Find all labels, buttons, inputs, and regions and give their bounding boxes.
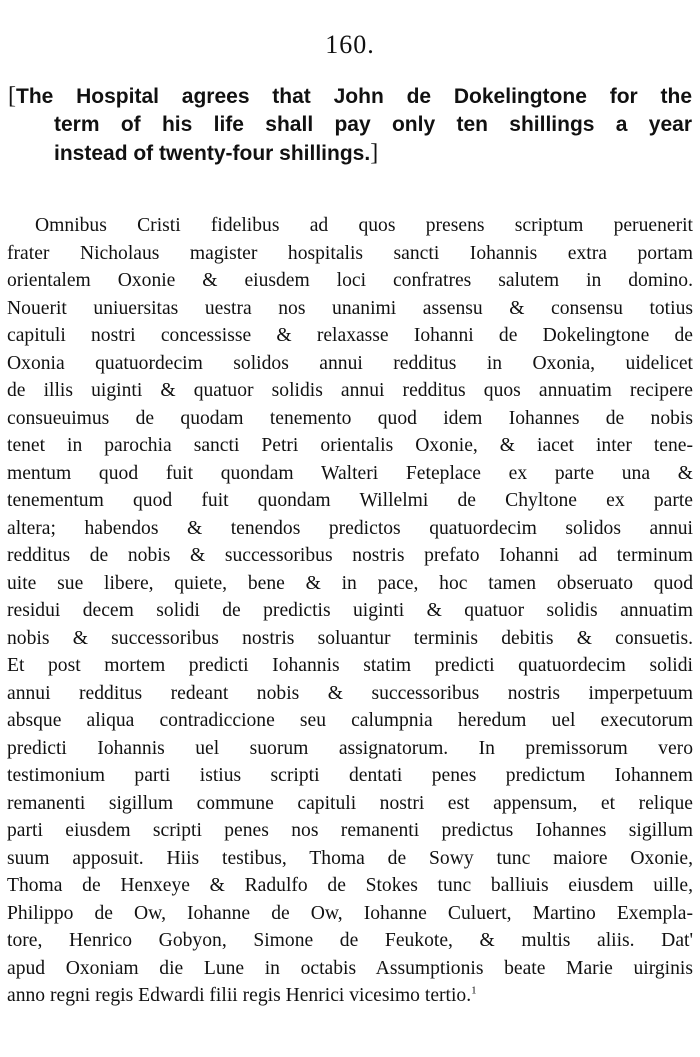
text-line: Et post mortem predicti Iohannis statim predicti quatuordecim solidi (7, 655, 693, 676)
text-line-final (7, 982, 693, 1010)
heading-line-1 (8, 82, 692, 111)
text-line: altera; habendos & tenendos predictos quatuordecim solidos annui (7, 517, 693, 539)
text-line: redditus de nobis & successoribus nostris prefato Iohanni ad terminum (7, 545, 693, 566)
charter-text (7, 212, 693, 1010)
text-line: Thoma de Henxeye & Radulfo de Stokes tunc balliuis eiusdem uille, (7, 875, 693, 896)
heading-close-bracket: ] (370, 140, 379, 166)
heading-line-3 (8, 139, 692, 168)
text-line: annui redditus redeant nobis & successoribus nostris imperpetuum (7, 682, 693, 704)
text-line: tenet in parochia sancti Petri orientalis Oxonie, & iacet inter tene- (7, 435, 693, 456)
text-line: nobis & successoribus nostris soluantur terminis debitis & consuetis. (7, 627, 693, 649)
heading-line-3-text: instead of twenty-four shillings. (54, 142, 371, 165)
text-line: apud Oxoniam die Lune in octabis Assumptionis beate Marie uirginis (7, 957, 693, 979)
final-line-text: anno regni regis Edwardi filii regis Henrici vicesimo tertio. (7, 985, 472, 1006)
heading-open-bracket: [ (8, 83, 16, 109)
text-line: Philippo de Ow, Iohanne de Ow, Iohanne Culuert, Martino Exempla- (7, 902, 693, 924)
text-line: testimonium parti istius scripti dentati penes predictum Iohannem (7, 765, 693, 786)
heading-line-2: term of his life shall pay only ten shillings a year (54, 113, 692, 136)
document-heading (8, 82, 692, 168)
text-line: Oxonia quatuordecim solidos annui redditus in Oxonia, uidelicet (7, 352, 693, 374)
text-line: Nouerit uniuersitas uestra nos unanimi assensu & consensu totius (7, 297, 693, 319)
text-line: absque aliqua contradiccione seu calumpnia heredum uel executorum (7, 710, 693, 731)
heading-line-1-text: The Hospital agrees that John de Dokelingtone for the (16, 85, 692, 108)
text-line: Omnibus Cristi fidelibus ad quos presens scriptum peruenerit (35, 215, 693, 236)
text-line: predicti Iohannis uel suorum assignatorum. In premissorum vero (7, 737, 693, 759)
text-line: consueuimus de quodam tenemento quod idem Iohannes de nobis (7, 407, 693, 429)
text-line: uite sue libere, quiete, bene & in pace, hoc tamen obseruato quod (7, 572, 693, 594)
text-line: residui decem solidi de predictis uiginti & quatuor solidis annuatim (7, 600, 693, 621)
text-line: remanenti sigillum commune capituli nostri est appensum, et relique (7, 792, 693, 814)
text-line: suum apposuit. Hiis testibus, Thoma de Sowy tunc maiore Oxonie, (7, 847, 693, 869)
text-line: de illis uiginti & quatuor solidis annui redditus quos annuatim recipere (7, 380, 693, 401)
text-line: tore, Henrico Gobyon, Simone de Feukote, & multis aliis. Dat' (7, 930, 693, 951)
text-line: tenementum quod fuit quondam Willelmi de Chyltone ex parte (7, 490, 693, 511)
text-line: orientalem Oxonie & eiusdem loci confratres salutem in domino. (7, 270, 693, 291)
text-line: parti eiusdem scripti penes nos remanenti predictus Iohannes sigillum (7, 820, 693, 841)
text-line: frater Nicholaus magister hospitalis sancti Iohannis extra portam (7, 242, 693, 264)
page-number: 160. (325, 30, 375, 59)
text-line: capituli nostri concessisse & relaxasse Iohanni de Dokelingtone de (7, 325, 693, 346)
footnote-marker: 1 (471, 984, 477, 997)
text-line: mentum quod fuit quondam Walteri Feteplace ex parte una & (7, 462, 693, 484)
